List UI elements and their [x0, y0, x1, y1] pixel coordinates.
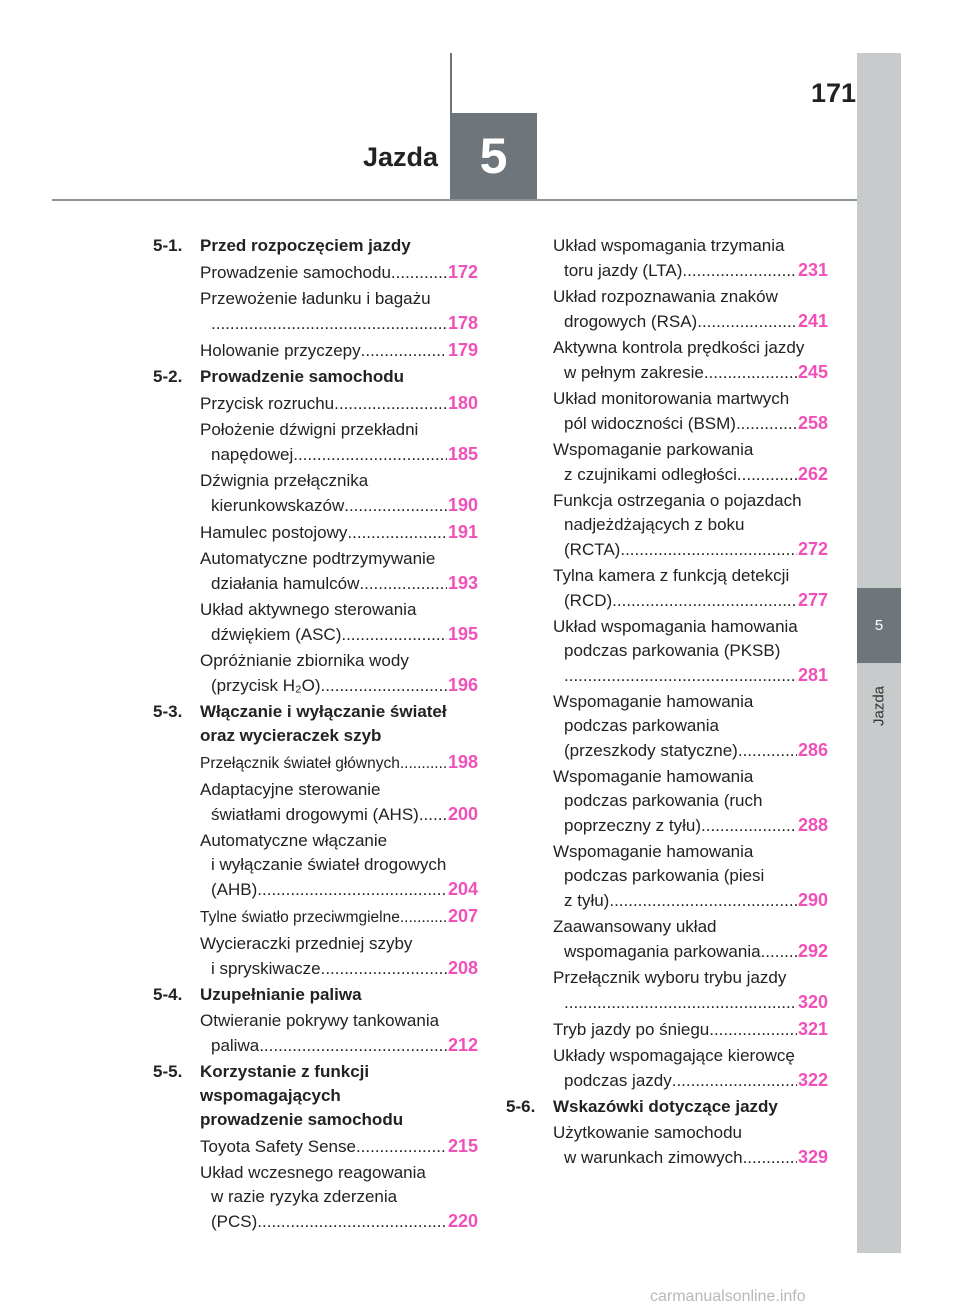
toc-entry-text: światłami drogowymi (AHS)	[211, 805, 419, 824]
dot-leader	[564, 664, 797, 688]
toc-entry[interactable]	[553, 489, 828, 562]
toc-page-link[interactable]: 231	[797, 260, 828, 280]
toc-entry-text: z czujnikami odległości	[564, 465, 737, 484]
toc-entry[interactable]	[200, 932, 478, 981]
toc-page-link[interactable]: 195	[447, 624, 478, 644]
toc-entry-line	[553, 663, 828, 688]
toc-entry[interactable]	[200, 829, 478, 902]
toc-page-link[interactable]: 208	[447, 958, 478, 978]
section-title	[200, 983, 478, 1007]
section-title	[200, 365, 478, 389]
toc-entry[interactable]	[200, 520, 478, 545]
section-title-line: prowadzenie samochodu	[200, 1110, 404, 1129]
toc-page-link[interactable]: 215	[447, 1136, 478, 1156]
toc-entry[interactable]	[200, 1009, 478, 1058]
section-number: 5-5.	[153, 1062, 183, 1081]
toc-entry-line: Adaptacyjne sterowanie	[200, 780, 381, 799]
toc-entry[interactable]	[553, 690, 828, 763]
toc-page-link[interactable]: 322	[797, 1070, 828, 1090]
toc-entry[interactable]	[553, 1121, 828, 1170]
toc-entry-line	[200, 571, 478, 596]
toc-entry-line: podczas parkowania (piesi	[564, 866, 765, 885]
toc-entry-text: poprzeczny z tyłu)	[564, 816, 701, 835]
toc-page-link[interactable]: 212	[447, 1035, 478, 1055]
toc-entry-line: Układy wspomagające kierowcę	[553, 1046, 795, 1065]
section-title	[200, 1060, 478, 1132]
watermark: carmanualsonline.info	[650, 1288, 806, 1305]
toc-entry-text: Hamulec postojowy	[200, 523, 348, 542]
toc-section-heading	[153, 234, 478, 258]
toc-page-link[interactable]: 262	[797, 464, 828, 484]
dot-leader	[612, 589, 797, 613]
toc-entry-line: Funkcja ostrzegania o pojazdach	[553, 491, 802, 510]
sidebar-chapter-label: Jazda	[870, 685, 888, 727]
toc-entry-text: Przełącznik świateł głównych	[200, 755, 400, 772]
toc-entry[interactable]	[200, 469, 478, 518]
dot-leader	[293, 443, 447, 467]
dot-leader	[334, 392, 447, 416]
toc-entry[interactable]	[200, 598, 478, 647]
toc-entry-line: podczas parkowania	[564, 716, 719, 735]
dot-leader	[321, 674, 447, 698]
dot-leader	[257, 1210, 447, 1234]
toc-entry-line	[553, 1017, 828, 1042]
toc-entry[interactable]	[200, 260, 478, 285]
section-number: 5-1.	[153, 236, 183, 255]
toc-entry[interactable]	[200, 649, 478, 698]
section-title-line: Włączanie i wyłączanie świateł	[200, 702, 447, 721]
section-number: 5-6.	[506, 1097, 536, 1116]
toc-entry-line: Przewożenie ładunku i bagażu	[200, 289, 431, 308]
dot-leader	[361, 339, 447, 363]
section-number: 5-2.	[153, 367, 183, 386]
section-title-line: Korzystanie z funkcji	[200, 1062, 370, 1081]
toc-entry[interactable]	[553, 387, 828, 436]
toc-entry[interactable]	[553, 1017, 828, 1042]
section-number: 5-3.	[153, 702, 183, 721]
toc-entry-line	[200, 750, 478, 776]
toc-entry-line: podczas parkowania (ruch	[564, 791, 763, 810]
toc-entry-text: wspomagania parkowania	[564, 942, 761, 961]
dot-leader	[701, 814, 797, 838]
toc-entry[interactable]	[553, 1044, 828, 1093]
toc-page-link[interactable]: 292	[797, 941, 828, 961]
toc-left-column	[153, 234, 478, 1236]
toc-entry-text: toru jazdy (LTA)	[564, 261, 683, 280]
toc-entry-line	[200, 802, 478, 827]
dot-leader	[564, 991, 797, 1015]
toc-entry-line	[553, 360, 828, 385]
dot-leader	[341, 623, 447, 647]
toc-entry-line: Aktywna kontrola prędkości jazdy	[553, 338, 805, 357]
toc-entry-line: Dźwignia przełącznika	[200, 471, 369, 490]
toc-page-link[interactable]: 329	[797, 1147, 828, 1167]
toc-entry-line: Wspomaganie hamowania	[553, 767, 754, 786]
toc-entry-text: Toyota Safety Sense	[200, 1137, 356, 1156]
toc-entry-line: Wspomaganie hamowania	[553, 692, 754, 711]
toc-entry[interactable]	[553, 438, 828, 487]
dot-leader	[400, 906, 447, 930]
toc-entry-line	[200, 260, 478, 285]
toc-page-link[interactable]: 277	[797, 590, 828, 610]
dot-leader	[347, 521, 447, 545]
toc-entry-line: Układ wspomagania hamowania	[553, 617, 798, 636]
toc-page-link[interactable]: 220	[447, 1211, 478, 1231]
toc-page-link[interactable]: 190	[447, 495, 478, 515]
page-number: 171	[810, 78, 856, 108]
toc-entry[interactable]	[200, 778, 478, 827]
toc-entry-line	[200, 493, 478, 518]
toc-entry-text: działania hamulców	[211, 574, 360, 593]
toc-entry-line	[200, 338, 478, 363]
toc-entry-line	[553, 462, 828, 487]
toc-section-heading	[153, 365, 478, 389]
toc-page-link[interactable]: 200	[447, 804, 478, 824]
toc-entry[interactable]	[553, 234, 828, 283]
sidebar-chapter-tab[interactable]: 5	[857, 588, 901, 663]
toc-entry-line: w razie ryzyka zderzenia	[211, 1187, 398, 1206]
toc-entry-line	[553, 738, 828, 763]
dot-leader	[609, 889, 797, 913]
toc-section-heading	[153, 1060, 478, 1132]
toc-entry-line	[553, 1145, 828, 1170]
dot-leader	[682, 259, 797, 283]
dot-leader	[738, 739, 797, 763]
toc-page-link[interactable]: 286	[797, 740, 828, 760]
toc-entry[interactable]	[200, 418, 478, 467]
toc-entry-line: Układ wczesnego reagowania	[200, 1163, 426, 1182]
toc-page-link[interactable]: 290	[797, 890, 828, 910]
toc-entry-line: Wspomaganie parkowania	[553, 440, 754, 459]
toc-entry[interactable]	[553, 615, 828, 688]
toc-entry-line: Układ aktywnego sterowania	[200, 600, 417, 619]
toc-entry-line: Opróżnianie zbiornika wody	[200, 651, 409, 670]
toc-entry[interactable]	[553, 966, 828, 1015]
toc-entry-line	[200, 1134, 478, 1159]
toc-entry-line: Przełącznik wyboru trybu jazdy	[553, 968, 787, 987]
section-number: 5-4.	[153, 985, 183, 1004]
toc-page-link[interactable]: 180	[447, 393, 478, 413]
toc-entry-line	[200, 673, 478, 698]
dot-leader	[419, 803, 447, 827]
toc-page-link[interactable]: 196	[447, 675, 478, 695]
chapter-number-box: 5	[450, 113, 537, 199]
toc-entry-text: (RCTA)	[564, 540, 621, 559]
toc-page-link[interactable]: 321	[797, 1019, 828, 1039]
toc-entry-line	[200, 391, 478, 416]
dot-leader	[736, 412, 797, 436]
toc-entry-line	[553, 813, 828, 838]
toc-entry-line	[200, 1033, 478, 1058]
dot-leader	[356, 1135, 447, 1159]
toc-entry-line: Układ wspomagania trzymania	[553, 236, 785, 255]
toc-entry[interactable]	[553, 765, 828, 838]
toc-entry-line	[553, 939, 828, 964]
header-divider-line	[450, 53, 452, 113]
toc-entry-line	[200, 442, 478, 467]
toc-entry-text: Tryb jazdy po śniegu	[553, 1020, 710, 1039]
toc-entry-line	[553, 888, 828, 913]
toc-entry-line: Tylna kamera z funkcją detekcji	[553, 566, 790, 585]
section-title	[200, 700, 478, 748]
dot-leader	[359, 572, 447, 596]
section-title-line: wspomagających	[200, 1086, 341, 1105]
section-title-line: Wskazówki dotyczące jazdy	[553, 1097, 778, 1116]
toc-entry-text: Holowanie przyczepy	[200, 341, 361, 360]
toc-page-link[interactable]: 207	[447, 906, 478, 926]
dot-leader	[259, 1034, 447, 1058]
dot-leader	[400, 752, 447, 776]
toc-entry-line	[200, 311, 478, 336]
toc-page-link[interactable]: 179	[447, 340, 478, 360]
toc-entry-text: pól widoczności (BSM)	[564, 414, 736, 433]
toc-entry-text: Tylne światło przeciwmgielne	[200, 909, 400, 926]
toc-entry-line: Wycieraczki przedniej szyby	[200, 934, 413, 953]
toc-entry-line: Położenie dźwigni przekładni	[200, 420, 419, 439]
toc-entry-line	[200, 622, 478, 647]
section-title	[200, 234, 478, 258]
chapter-title: Jazda	[362, 142, 438, 172]
header-rule	[52, 199, 858, 201]
toc-entry-text: (AHB)	[211, 880, 258, 899]
dot-leader	[620, 538, 797, 562]
toc-entry-text: w pełnym zakresie	[564, 363, 704, 382]
dot-leader	[761, 940, 797, 964]
toc-entry-line: Układ rozpoznawania znaków	[553, 287, 778, 306]
toc-page-link[interactable]: 191	[447, 522, 478, 542]
toc-entry-line	[200, 956, 478, 981]
toc-page-link[interactable]: 185	[447, 444, 478, 464]
toc-page-link[interactable]: 272	[797, 539, 828, 559]
toc-entry-line	[553, 1068, 828, 1093]
toc-page-link[interactable]: 258	[797, 413, 828, 433]
dot-leader	[391, 261, 447, 285]
toc-entry-text: i spryskiwacze	[211, 959, 321, 978]
toc-entry-line: i wyłączanie świateł drogowych	[211, 855, 447, 874]
toc-entry-line: Automatyczne podtrzymywanie	[200, 549, 436, 568]
toc-entry-text: w warunkach zimowych	[564, 1148, 743, 1167]
toc-entry-text: paliwa	[211, 1036, 260, 1055]
toc-page-link[interactable]: 178	[447, 313, 478, 333]
section-title-line: Uzupełnianie paliwa	[200, 985, 362, 1004]
toc-page-link[interactable]: 288	[797, 815, 828, 835]
toc-entry-text: (PCS)	[211, 1212, 258, 1231]
toc-entry-line	[553, 990, 828, 1015]
section-title-line: Prowadzenie samochodu	[200, 367, 405, 386]
toc-entry[interactable]	[200, 750, 478, 776]
toc-entry-text: napędowej	[211, 445, 294, 464]
toc-entry-text: Przycisk rozruchu	[200, 394, 335, 413]
toc-section-heading	[153, 700, 478, 748]
toc-entry-line	[200, 520, 478, 545]
toc-entry-line	[553, 411, 828, 436]
section-title-line: Przed rozpoczęciem jazdy	[200, 236, 411, 255]
toc-entry[interactable]	[553, 336, 828, 385]
toc-entry[interactable]	[200, 1134, 478, 1159]
dot-leader	[709, 1018, 797, 1042]
toc-entry-line	[200, 1209, 478, 1234]
toc-entry-line: Układ monitorowania martwych	[553, 389, 790, 408]
toc-entry[interactable]	[553, 564, 828, 613]
toc-page-link[interactable]: 172	[447, 262, 478, 282]
toc-entry-text: (przycisk H₂O)	[211, 676, 321, 695]
dot-leader	[704, 361, 797, 385]
toc-entry-text: (RCD)	[564, 591, 613, 610]
toc-entry[interactable]	[200, 391, 478, 416]
toc-entry[interactable]	[200, 904, 478, 930]
toc-entry[interactable]	[553, 285, 828, 334]
toc-entry-line: Otwieranie pokrywy tankowania	[200, 1011, 440, 1030]
toc-section-heading	[153, 983, 478, 1007]
section-title-line: oraz wycieraczek szyb	[200, 726, 382, 745]
dot-leader	[321, 957, 447, 981]
toc-page-link[interactable]: 204	[447, 879, 478, 899]
toc-entry[interactable]	[553, 840, 828, 913]
toc-entry[interactable]	[200, 287, 478, 336]
toc-entry-line: nadjeżdżających z boku	[564, 515, 745, 534]
toc-entry-text: dźwiękiem (ASC)	[211, 625, 342, 644]
toc-entry-line	[200, 877, 478, 902]
toc-entry-text: kierunkowskazów	[211, 496, 345, 515]
toc-entry-line	[553, 588, 828, 613]
dot-leader	[257, 878, 447, 902]
toc-entry-text: (przeszkody statyczne)	[564, 741, 738, 760]
toc-entry-line	[553, 309, 828, 334]
toc-entry-line	[200, 904, 478, 930]
toc-entry-line	[553, 537, 828, 562]
toc-page-link[interactable]: 198	[447, 752, 478, 772]
toc-right-column	[506, 234, 828, 1172]
dot-leader	[211, 312, 447, 336]
dot-leader	[697, 310, 797, 334]
toc-entry-text: podczas jazdy	[564, 1071, 672, 1090]
toc-entry[interactable]	[200, 338, 478, 363]
toc-entry[interactable]	[200, 547, 478, 596]
toc-page-link[interactable]: 320	[797, 992, 828, 1012]
toc-page-link[interactable]: 241	[797, 311, 828, 331]
toc-page-link[interactable]: 193	[447, 573, 478, 593]
section-title	[553, 1095, 828, 1119]
dot-leader	[737, 463, 797, 487]
toc-section-heading	[506, 1095, 828, 1119]
toc-entry[interactable]	[200, 1161, 478, 1234]
toc-page-link[interactable]: 245	[797, 362, 828, 382]
toc-entry-line: Automatyczne włączanie	[200, 831, 388, 850]
dot-leader	[344, 494, 447, 518]
toc-entry-line: Zaawansowany układ	[553, 917, 717, 936]
dot-leader	[672, 1069, 797, 1093]
toc-entry-line: Wspomaganie hamowania	[553, 842, 754, 861]
dot-leader	[743, 1146, 797, 1170]
toc-entry-line: Użytkowanie samochodu	[553, 1123, 742, 1142]
toc-entry-text: Prowadzenie samochodu	[200, 263, 391, 282]
toc-entry-line: podczas parkowania (PKSB)	[564, 641, 781, 660]
toc-entry[interactable]	[553, 915, 828, 964]
toc-page-link[interactable]: 281	[797, 665, 828, 685]
toc-entry-text: drogowych (RSA)	[564, 312, 698, 331]
toc-entry-text: z tyłu)	[564, 891, 610, 910]
toc-entry-line	[553, 258, 828, 283]
